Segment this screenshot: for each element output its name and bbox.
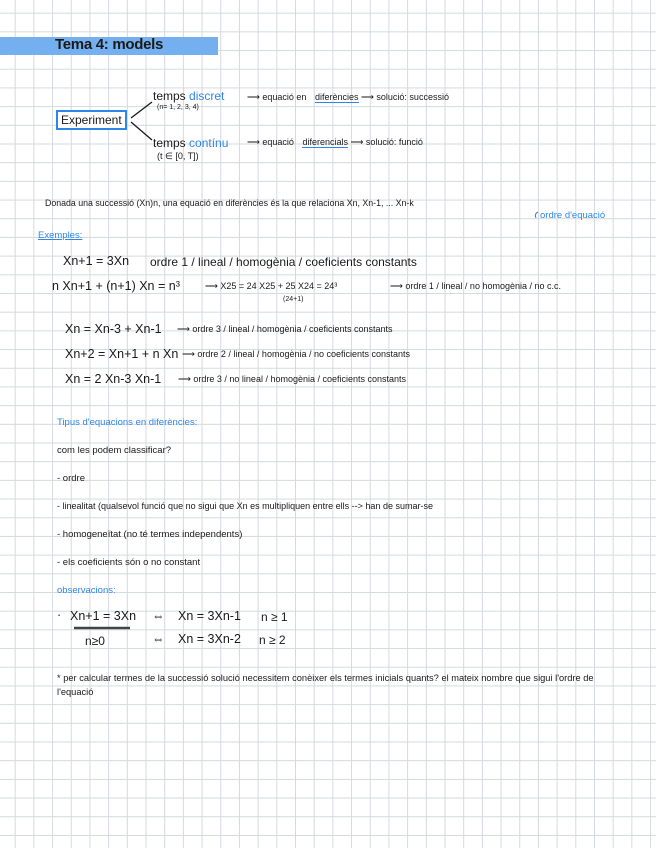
example-4-equation: Xn+2 = Xn+1 + n Xn <box>65 347 179 361</box>
definition-text: Donada una successió (Xn)n, una equació en diferències és la que relaciona Xn, Xn-1, ... Xn-k <box>45 198 414 208</box>
continuous-type: diferencials <box>302 137 348 147</box>
continuous-row <box>153 136 228 150</box>
discrete-row <box>153 89 224 103</box>
observation-2-right: Xn = 3Xn-2 <box>178 632 241 646</box>
types-heading: Tipus d'equacions en diferències: <box>57 417 198 428</box>
observation-1-condition: n ≥ 1 <box>261 610 288 624</box>
types-item: - homogeneïtat (no té termes independents) <box>57 529 243 540</box>
example-2-equation: n Xn+1 + (n+1) Xn = n³ <box>52 279 180 293</box>
observation-2-left: n≥0 <box>85 634 105 648</box>
observation-note: * per calcular termes de la successió solució necessitem conèixer els termes inicials quants? el mateix nombre que sigui l'ordre de l'equació <box>57 673 594 697</box>
continuous-arrow-1: ⟶ equació <box>247 137 294 147</box>
order-note: ordre d'equació <box>540 210 606 221</box>
observation-1-equivalence: ⇔ <box>152 609 165 623</box>
discrete-arrow-1: ⟶ equació en <box>247 92 307 102</box>
example-5-equation: Xn = 2 Xn-3 Xn-1 <box>65 372 162 386</box>
observation-1-right: Xn = 3Xn-1 <box>178 609 241 623</box>
discrete-temps: temps <box>153 89 186 103</box>
continuous-arrow-2: ⟶ solució: funció <box>350 137 423 147</box>
example-2-subscript: (24+1) <box>283 296 304 303</box>
page-title: Tema 4: models <box>55 36 164 53</box>
types-item: - els coeficients són o no constant <box>57 557 201 568</box>
example-2-description: ⟶ ordre 1 / lineal / no homogènia / no c.c. <box>390 281 561 291</box>
observation-1-left: Xn+1 = 3Xn <box>70 609 137 623</box>
example-1-description: ordre 1 / lineal / homogènia / coeficients constants <box>150 255 417 269</box>
example-1-equation: Xn+1 = 3Xn <box>63 254 130 268</box>
types-question: com les podem classificar? <box>57 445 172 456</box>
observations-heading: observacions: <box>57 585 116 596</box>
examples-heading: Exemples: <box>38 230 83 241</box>
discrete-arrow-2: ⟶ solució: successió <box>361 92 449 102</box>
types-item: - ordre <box>57 473 85 484</box>
continuous-temps: temps <box>153 136 186 150</box>
observation-bullet: · <box>57 608 62 622</box>
continuous-kind: contínu <box>189 136 229 150</box>
types-item: - linealitat (qualsevol funció que no sigui que Xn es multipliquen entre ells --> han de sumar-se <box>57 501 433 511</box>
example-3-description: ⟶ ordre 3 / lineal / homogènia / coeficients constants <box>177 324 393 334</box>
observation-2-equivalence: ⇔ <box>152 632 165 646</box>
discrete-chain <box>247 92 449 103</box>
observation-2-condition: n ≥ 2 <box>259 633 286 647</box>
discrete-kind: discret <box>189 89 225 103</box>
discrete-domain: (n= 1, 2, 3, 4) <box>157 104 199 111</box>
example-2-calculation: ⟶ X25 = 24 X25 + 25 X24 = 24³ <box>205 281 338 291</box>
continuous-domain: (t ∈ [0, T]) <box>157 151 199 161</box>
experiment-box: Experiment <box>56 110 127 130</box>
example-3-equation: Xn = Xn-3 + Xn-1 <box>65 322 162 336</box>
example-5-description: ⟶ ordre 3 / no lineal / homogènia / coeficients constants <box>178 374 407 384</box>
example-4-description: ⟶ ordre 2 / lineal / homogènia / no coeficients constants <box>182 349 411 359</box>
continuous-chain <box>247 137 423 148</box>
discrete-type: diferències <box>314 92 359 102</box>
